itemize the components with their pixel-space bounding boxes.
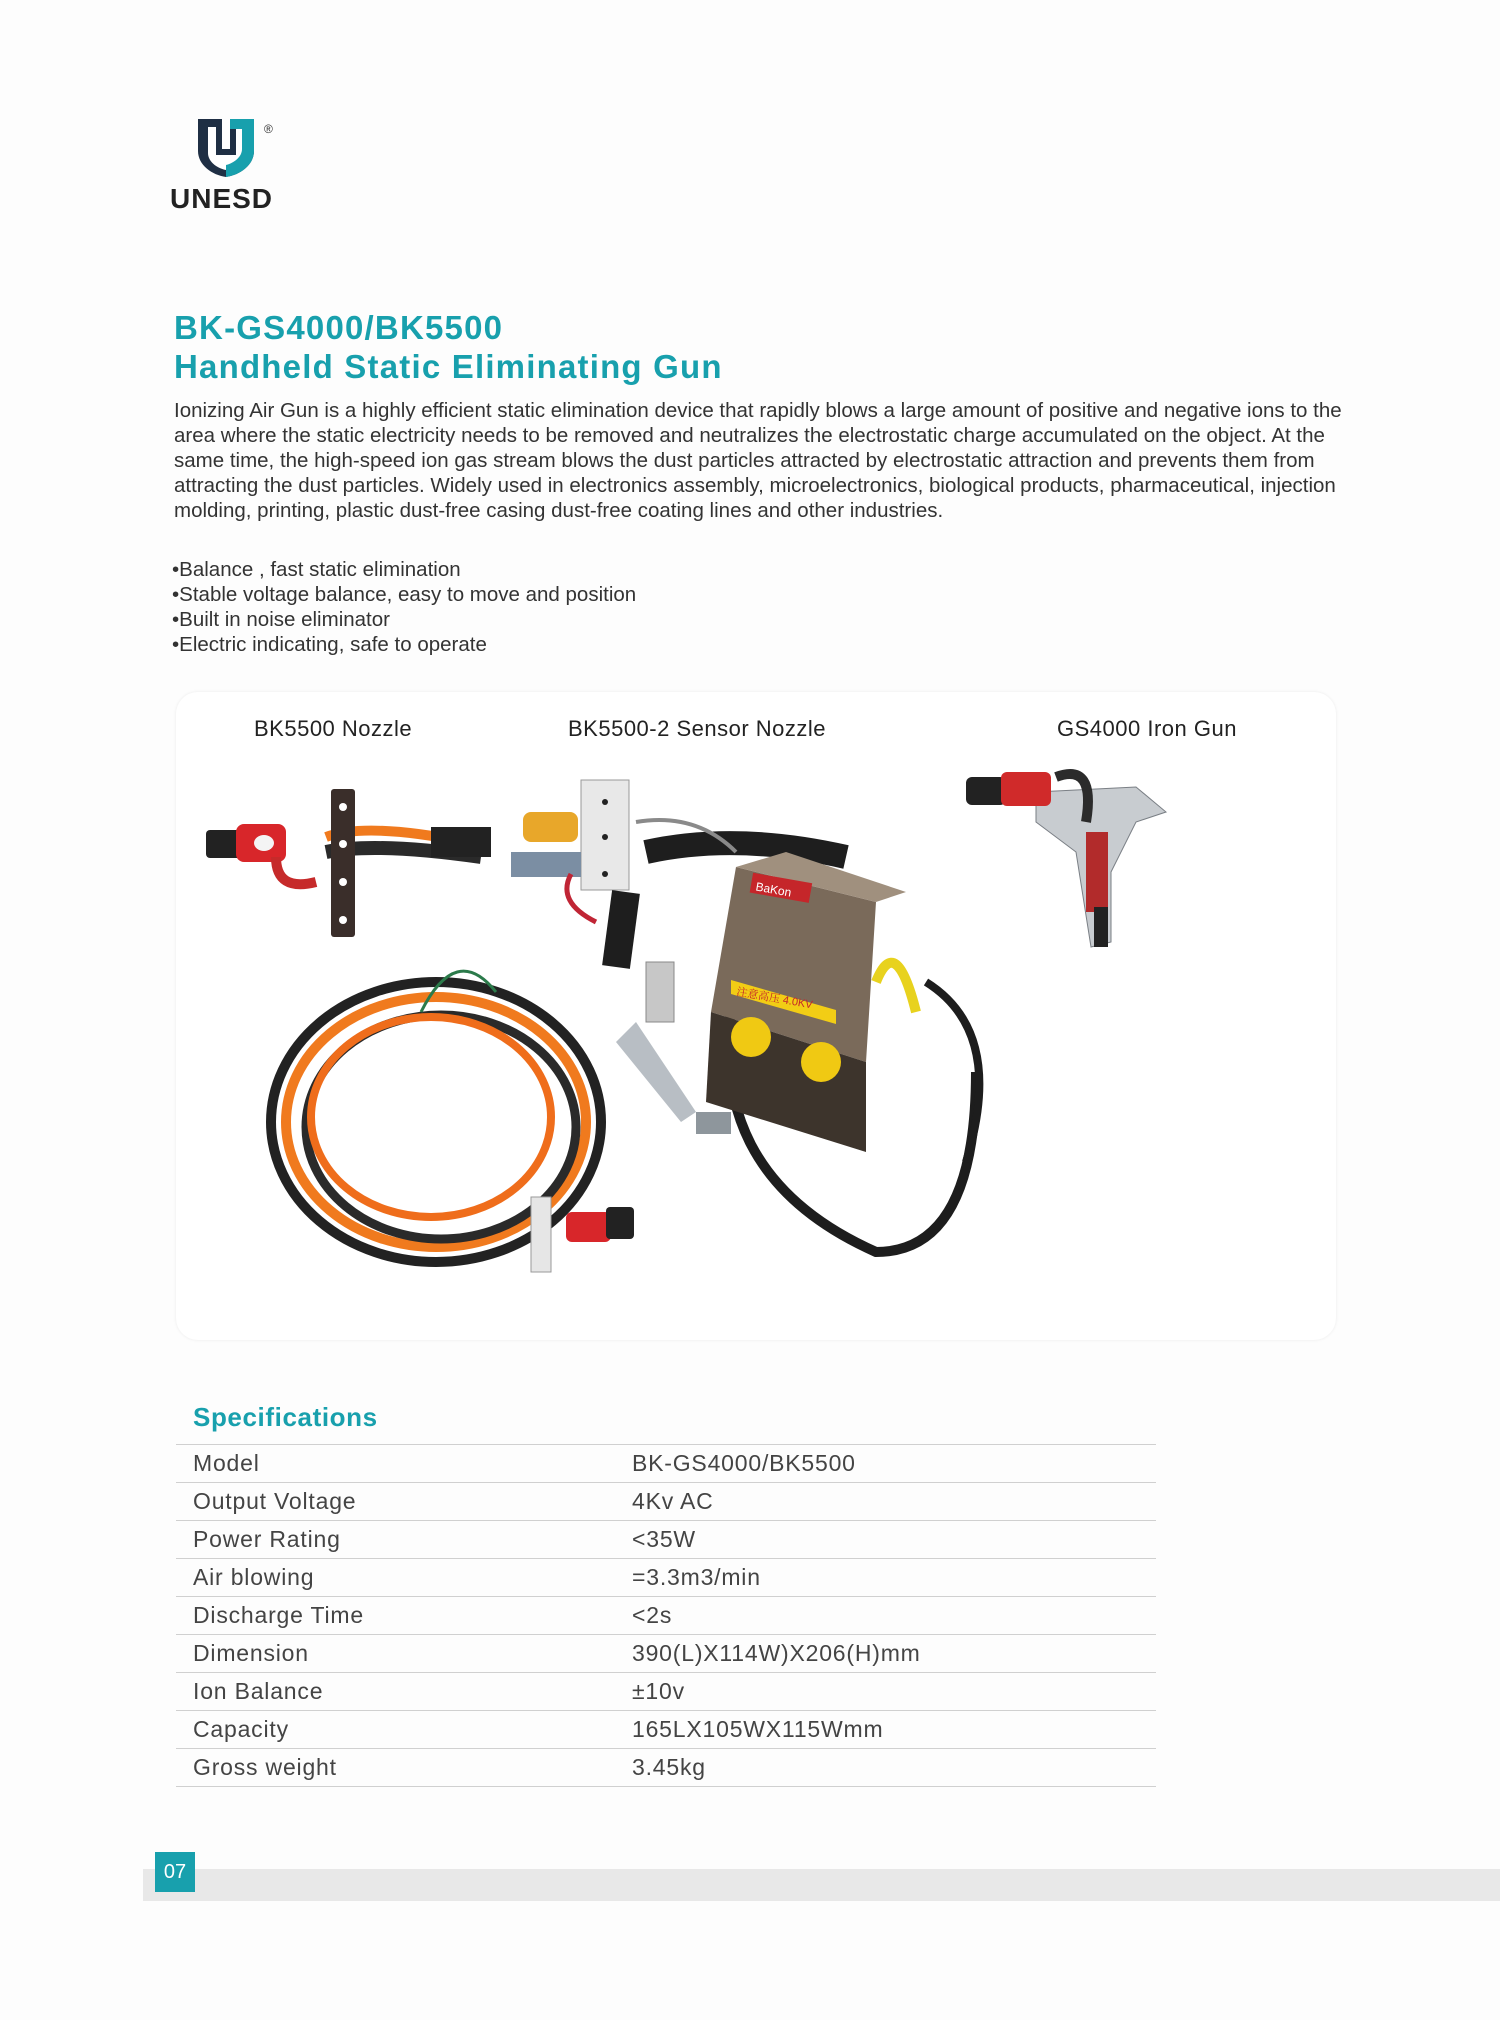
spec-label: Model xyxy=(193,1450,260,1476)
cable-coil-image xyxy=(271,971,634,1272)
product-illustration xyxy=(176,692,1336,1340)
caption-bk5500-nozzle: BK5500 Nozzle xyxy=(254,716,413,741)
table-row xyxy=(176,1711,1156,1749)
spec-value: ±10v xyxy=(632,1678,685,1704)
shield-logo-icon xyxy=(194,115,258,179)
product-description: Ionizing Air Gun is a highly efficient static elimination device that rapidly blows a large amount of positive and negative ions to the area where the static electricity needs to be removed and neutralizes the electrostatic charge accumulated on the object. At the same time, the high-speed ion gas stream blows the dust particles attracted by electrostatic attraction and prevents them from attracting the dust particles. Widely used in electronics assembly, microelectronics, biological products, pharmaceutical, injection molding, printing, plastic dust-free casing dust-free coating lines and other industries. xyxy=(174,399,1342,522)
caption-bk5500-2-sensor-nozzle: BK5500-2 Sensor Nozzle xyxy=(568,716,827,741)
product-name: Handheld Static Eliminating Gun xyxy=(174,348,723,385)
spec-value: 165LX105WX115Wmm xyxy=(632,1716,884,1742)
footer-bar xyxy=(143,1869,1500,1901)
spec-value: 3.45kg xyxy=(632,1754,706,1780)
power-supply-box-image xyxy=(616,852,979,1252)
product-gallery xyxy=(176,692,1336,1340)
page-number: 07 xyxy=(155,1852,195,1892)
feature-item: •Balance , fast static elimination xyxy=(172,558,461,581)
caption-gs4000-iron-gun: GS4000 Iron Gun xyxy=(1057,716,1237,741)
feature-list xyxy=(172,557,636,657)
spec-label: Power Rating xyxy=(193,1526,341,1552)
spec-value: <2s xyxy=(632,1602,673,1628)
table-row xyxy=(176,1483,1156,1521)
table-row xyxy=(176,1559,1156,1597)
brand-name: UNESD xyxy=(170,183,274,214)
table-row xyxy=(176,1597,1156,1635)
warning-label: 注意高压 4.0KV xyxy=(735,986,814,1012)
product-title xyxy=(174,308,723,386)
specifications-heading: Specifications xyxy=(193,1402,378,1432)
spec-label: Capacity xyxy=(193,1716,289,1742)
spec-label: Gross weight xyxy=(193,1754,337,1780)
registered-mark: ® xyxy=(264,122,273,136)
spec-value: =3.3m3/min xyxy=(632,1564,761,1590)
spec-value: 4Kv AC xyxy=(632,1488,714,1514)
spec-label: Output Voltage xyxy=(193,1488,357,1514)
table-row xyxy=(176,1445,1156,1483)
spec-label: Air blowing xyxy=(193,1564,315,1590)
table-row xyxy=(176,1749,1156,1787)
feature-item: •Built in noise eliminator xyxy=(172,608,390,631)
spec-value: BK-GS4000/BK5500 xyxy=(632,1450,856,1476)
svg-text:BaKon: BaKon xyxy=(754,879,793,900)
table-row xyxy=(176,1673,1156,1711)
table-row xyxy=(176,1635,1156,1673)
spec-value: <35W xyxy=(632,1526,696,1552)
gs4000-iron-gun-image xyxy=(966,772,1166,947)
table-row xyxy=(176,1521,1156,1559)
spec-label: Dimension xyxy=(193,1640,309,1666)
feature-item: •Electric indicating, safe to operate xyxy=(172,633,487,656)
spec-label: Ion Balance xyxy=(193,1678,324,1704)
specifications-table xyxy=(176,1444,1156,1787)
product-model: BK-GS4000/BK5500 xyxy=(174,309,504,346)
spec-label: Discharge Time xyxy=(193,1602,364,1628)
brand-logo xyxy=(170,115,290,215)
feature-item: •Stable voltage balance, easy to move and position xyxy=(172,583,637,606)
bk5500-nozzle-image xyxy=(206,789,491,937)
spec-value: 390(L)X114W)X206(H)mm xyxy=(632,1640,921,1666)
